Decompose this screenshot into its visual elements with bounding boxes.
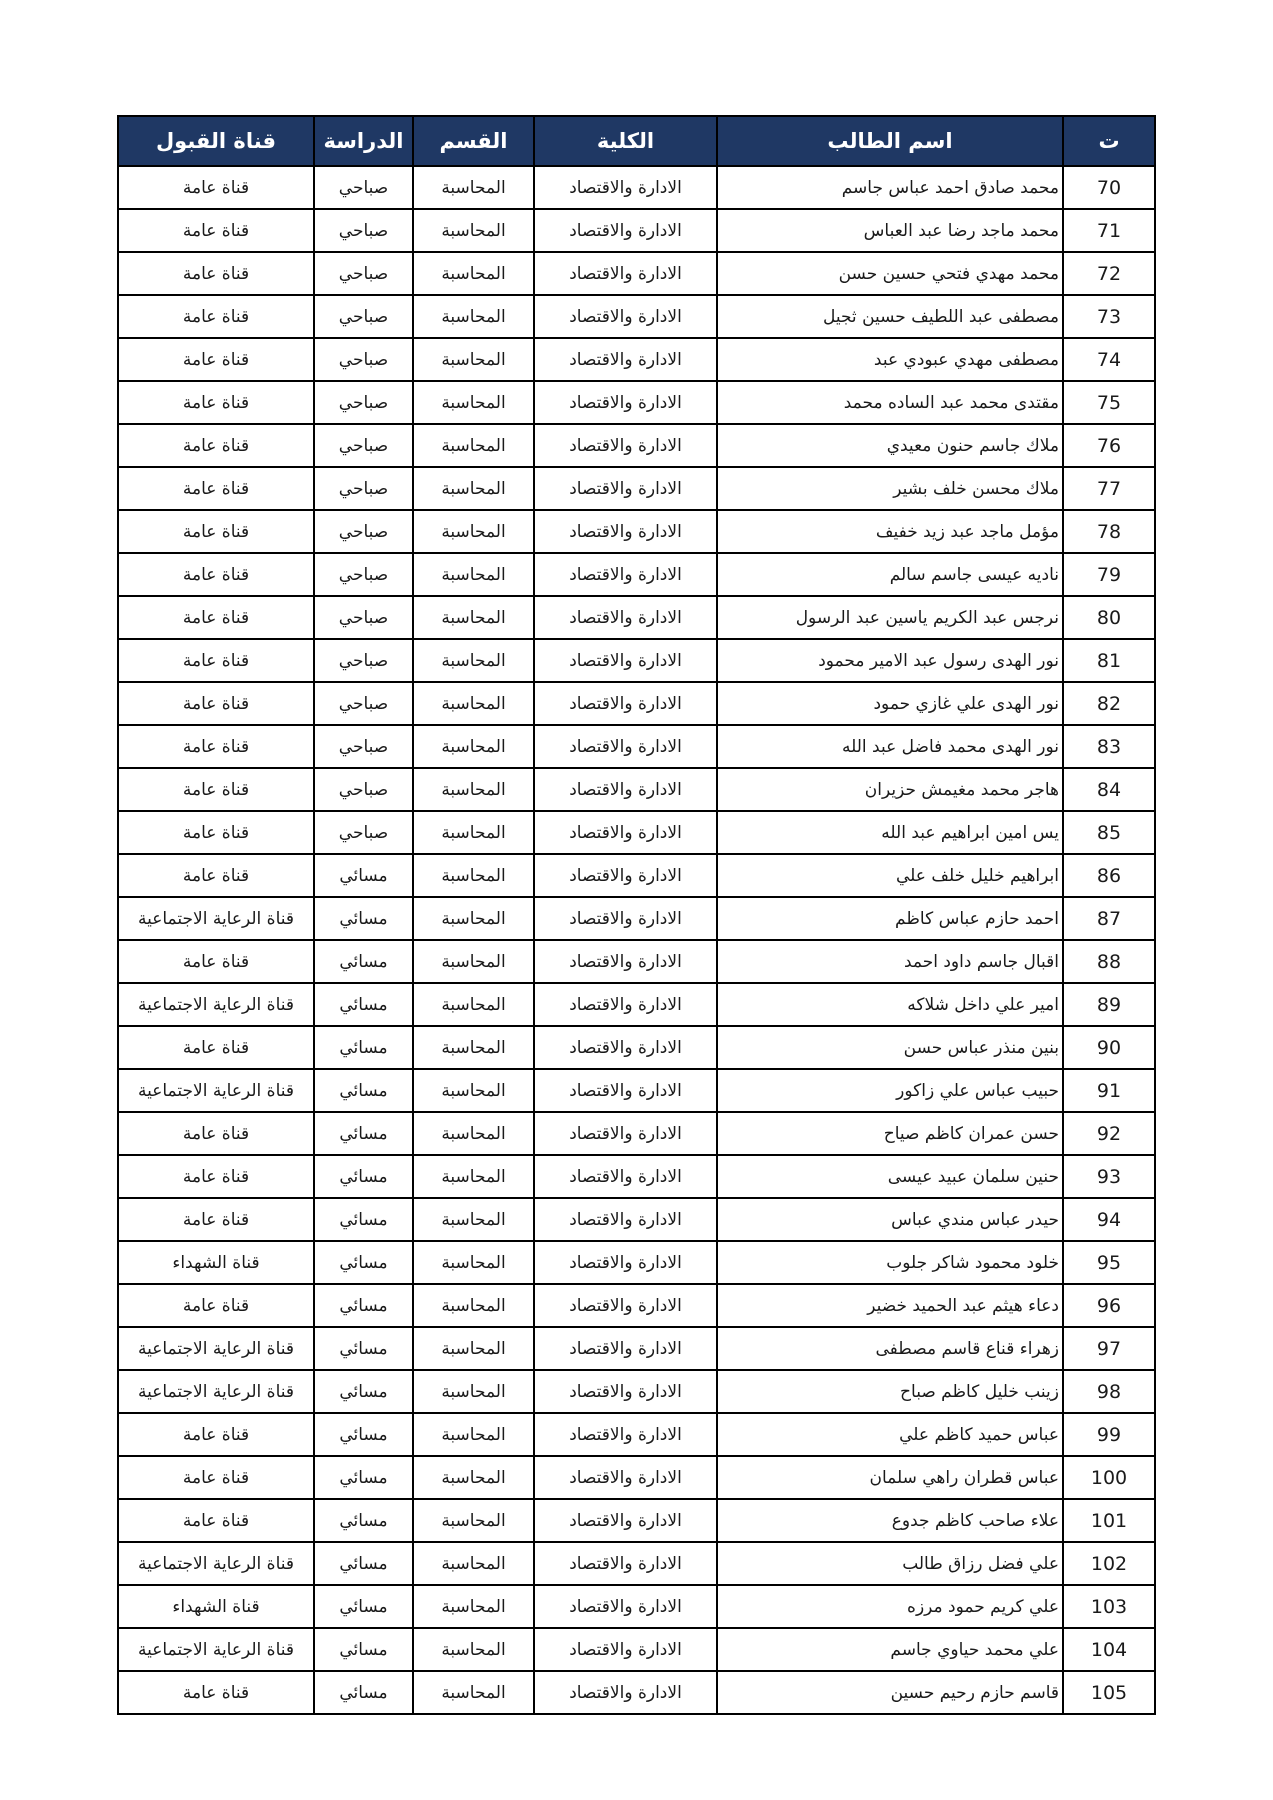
cell-channel: قناة عامة — [118, 1284, 314, 1327]
cell-college: الادارة والاقتصاد — [534, 1413, 717, 1456]
table-row — [118, 1628, 1155, 1671]
cell-no: 84 — [1063, 768, 1155, 811]
cell-channel: قناة عامة — [118, 811, 314, 854]
cell-study: صباحي — [314, 768, 413, 811]
cell-channel: قناة عامة — [118, 1026, 314, 1069]
table-row — [118, 1499, 1155, 1542]
cell-no: 82 — [1063, 682, 1155, 725]
cell-no: 81 — [1063, 639, 1155, 682]
table-row — [118, 1370, 1155, 1413]
cell-channel: قناة عامة — [118, 338, 314, 381]
table-row — [118, 897, 1155, 940]
cell-no: 76 — [1063, 424, 1155, 467]
table-row — [118, 1069, 1155, 1112]
cell-dept: المحاسبة — [413, 1198, 534, 1241]
cell-channel: قناة عامة — [118, 1155, 314, 1198]
cell-dept: المحاسبة — [413, 295, 534, 338]
cell-channel: قناة الرعاية الاجتماعية — [118, 1327, 314, 1370]
cell-no: 97 — [1063, 1327, 1155, 1370]
table-row — [118, 1198, 1155, 1241]
cell-study: صباحي — [314, 467, 413, 510]
cell-college: الادارة والاقتصاد — [534, 1069, 717, 1112]
cell-no: 83 — [1063, 725, 1155, 768]
table-row — [118, 1327, 1155, 1370]
cell-dept: المحاسبة — [413, 1542, 534, 1585]
cell-channel: قناة الرعاية الاجتماعية — [118, 1069, 314, 1112]
cell-college: الادارة والاقتصاد — [534, 639, 717, 682]
cell-college: الادارة والاقتصاد — [534, 768, 717, 811]
table-row — [118, 1671, 1155, 1714]
cell-no: 88 — [1063, 940, 1155, 983]
cell-dept: المحاسبة — [413, 768, 534, 811]
cell-dept: المحاسبة — [413, 596, 534, 639]
cell-name: دعاء هيثم عبد الحميد خضير — [717, 1284, 1063, 1327]
cell-study: مسائي — [314, 983, 413, 1026]
cell-name: عباس حميد كاظم علي — [717, 1413, 1063, 1456]
cell-name: حنين سلمان عبيد عيسى — [717, 1155, 1063, 1198]
cell-channel: قناة عامة — [118, 553, 314, 596]
table-row — [118, 1241, 1155, 1284]
cell-name: مقتدى محمد عبد الساده محمد — [717, 381, 1063, 424]
cell-channel: قناة عامة — [118, 1198, 314, 1241]
cell-dept: المحاسبة — [413, 1112, 534, 1155]
cell-channel: قناة عامة — [118, 1413, 314, 1456]
students-table-container — [117, 115, 1154, 1715]
cell-college: الادارة والاقتصاد — [534, 1327, 717, 1370]
table-row — [118, 1026, 1155, 1069]
cell-dept: المحاسبة — [413, 897, 534, 940]
students-table — [117, 115, 1156, 1715]
cell-study: مسائي — [314, 1585, 413, 1628]
cell-dept: المحاسبة — [413, 1585, 534, 1628]
cell-study: صباحي — [314, 682, 413, 725]
table-row — [118, 1456, 1155, 1499]
cell-college: الادارة والاقتصاد — [534, 553, 717, 596]
cell-study: صباحي — [314, 338, 413, 381]
cell-study: مسائي — [314, 1542, 413, 1585]
cell-study: صباحي — [314, 553, 413, 596]
cell-college: الادارة والاقتصاد — [534, 295, 717, 338]
cell-study: صباحي — [314, 596, 413, 639]
table-row — [118, 553, 1155, 596]
table-row — [118, 338, 1155, 381]
cell-name: مؤمل ماجد عبد زيد خفيف — [717, 510, 1063, 553]
cell-college: الادارة والاقتصاد — [534, 1284, 717, 1327]
table-row — [118, 166, 1155, 209]
cell-dept: المحاسبة — [413, 1370, 534, 1413]
cell-college: الادارة والاقتصاد — [534, 1542, 717, 1585]
cell-name: علي محمد حياوي جاسم — [717, 1628, 1063, 1671]
cell-study: مسائي — [314, 1413, 413, 1456]
cell-channel: قناة عامة — [118, 381, 314, 424]
cell-channel: قناة الرعاية الاجتماعية — [118, 983, 314, 1026]
cell-channel: قناة عامة — [118, 725, 314, 768]
cell-no: 89 — [1063, 983, 1155, 1026]
cell-channel: قناة الشهداء — [118, 1585, 314, 1628]
cell-dept: المحاسبة — [413, 1499, 534, 1542]
cell-no: 77 — [1063, 467, 1155, 510]
cell-channel: قناة عامة — [118, 596, 314, 639]
cell-college: الادارة والاقتصاد — [534, 1456, 717, 1499]
cell-dept: المحاسبة — [413, 725, 534, 768]
cell-college: الادارة والاقتصاد — [534, 1155, 717, 1198]
table-row — [118, 1413, 1155, 1456]
cell-study: صباحي — [314, 424, 413, 467]
cell-study: صباحي — [314, 811, 413, 854]
header-cell-college: الكلية — [534, 116, 717, 166]
cell-study: مسائي — [314, 1198, 413, 1241]
cell-name: محمد صادق احمد عباس جاسم — [717, 166, 1063, 209]
cell-dept: المحاسبة — [413, 1456, 534, 1499]
cell-name: علي كريم حمود مرزه — [717, 1585, 1063, 1628]
cell-no: 71 — [1063, 209, 1155, 252]
table-row — [118, 1284, 1155, 1327]
cell-dept: المحاسبة — [413, 1327, 534, 1370]
cell-name: نور الهدى علي غازي حمود — [717, 682, 1063, 725]
cell-study: صباحي — [314, 209, 413, 252]
cell-channel: قناة عامة — [118, 1112, 314, 1155]
cell-no: 101 — [1063, 1499, 1155, 1542]
table-row — [118, 768, 1155, 811]
cell-name: عباس قطران راهي سلمان — [717, 1456, 1063, 1499]
cell-dept: المحاسبة — [413, 1241, 534, 1284]
cell-channel: قناة عامة — [118, 1499, 314, 1542]
cell-name: خلود محمود شاكر جلوب — [717, 1241, 1063, 1284]
cell-college: الادارة والاقتصاد — [534, 811, 717, 854]
cell-no: 86 — [1063, 854, 1155, 897]
table-row — [118, 854, 1155, 897]
cell-no: 96 — [1063, 1284, 1155, 1327]
cell-dept: المحاسبة — [413, 553, 534, 596]
cell-college: الادارة والاقتصاد — [534, 510, 717, 553]
cell-channel: قناة عامة — [118, 510, 314, 553]
cell-dept: المحاسبة — [413, 811, 534, 854]
cell-dept: المحاسبة — [413, 252, 534, 295]
cell-dept: المحاسبة — [413, 682, 534, 725]
cell-name: ناديه عيسى جاسم سالم — [717, 553, 1063, 596]
cell-dept: المحاسبة — [413, 639, 534, 682]
cell-study: صباحي — [314, 166, 413, 209]
cell-dept: المحاسبة — [413, 467, 534, 510]
cell-dept: المحاسبة — [413, 1671, 534, 1714]
cell-channel: قناة عامة — [118, 682, 314, 725]
cell-name: يس امين ابراهيم عبد الله — [717, 811, 1063, 854]
cell-college: الادارة والاقتصاد — [534, 381, 717, 424]
cell-no: 91 — [1063, 1069, 1155, 1112]
cell-channel: قناة عامة — [118, 295, 314, 338]
cell-no: 103 — [1063, 1585, 1155, 1628]
cell-study: صباحي — [314, 639, 413, 682]
cell-channel: قناة عامة — [118, 424, 314, 467]
table-row — [118, 811, 1155, 854]
cell-no: 95 — [1063, 1241, 1155, 1284]
cell-college: الادارة والاقتصاد — [534, 1671, 717, 1714]
cell-name: اقبال جاسم داود احمد — [717, 940, 1063, 983]
cell-dept: المحاسبة — [413, 510, 534, 553]
table-row — [118, 252, 1155, 295]
cell-name: حسن عمران كاظم صياح — [717, 1112, 1063, 1155]
cell-study: مسائي — [314, 1241, 413, 1284]
header-cell-study: الدراسة — [314, 116, 413, 166]
cell-study: مسائي — [314, 1456, 413, 1499]
cell-name: ابراهيم خليل خلف علي — [717, 854, 1063, 897]
cell-no: 93 — [1063, 1155, 1155, 1198]
cell-channel: قناة الشهداء — [118, 1241, 314, 1284]
cell-channel: قناة عامة — [118, 209, 314, 252]
cell-no: 105 — [1063, 1671, 1155, 1714]
cell-college: الادارة والاقتصاد — [534, 1026, 717, 1069]
table-row — [118, 639, 1155, 682]
cell-dept: المحاسبة — [413, 381, 534, 424]
cell-channel: قناة الرعاية الاجتماعية — [118, 1370, 314, 1413]
cell-no: 75 — [1063, 381, 1155, 424]
cell-college: الادارة والاقتصاد — [534, 424, 717, 467]
cell-study: مسائي — [314, 1069, 413, 1112]
cell-college: الادارة والاقتصاد — [534, 252, 717, 295]
cell-name: مصطفى عبد اللطيف حسين ثجيل — [717, 295, 1063, 338]
cell-no: 87 — [1063, 897, 1155, 940]
cell-study: صباحي — [314, 381, 413, 424]
header-cell-channel: قناة القبول — [118, 116, 314, 166]
cell-no: 99 — [1063, 1413, 1155, 1456]
cell-no: 92 — [1063, 1112, 1155, 1155]
cell-college: الادارة والاقتصاد — [534, 1628, 717, 1671]
cell-dept: المحاسبة — [413, 854, 534, 897]
cell-study: صباحي — [314, 295, 413, 338]
cell-college: الادارة والاقتصاد — [534, 1241, 717, 1284]
cell-study: صباحي — [314, 252, 413, 295]
table-row — [118, 467, 1155, 510]
cell-no: 102 — [1063, 1542, 1155, 1585]
cell-study: مسائي — [314, 1026, 413, 1069]
cell-study: مسائي — [314, 897, 413, 940]
cell-no: 104 — [1063, 1628, 1155, 1671]
cell-study: مسائي — [314, 940, 413, 983]
cell-name: هاجر محمد مغيمش حزيران — [717, 768, 1063, 811]
cell-study: مسائي — [314, 1112, 413, 1155]
cell-name: علي فضل رزاق طالب — [717, 1542, 1063, 1585]
cell-no: 72 — [1063, 252, 1155, 295]
cell-no: 80 — [1063, 596, 1155, 639]
cell-no: 90 — [1063, 1026, 1155, 1069]
table-row — [118, 940, 1155, 983]
cell-name: بنين منذر عباس حسن — [717, 1026, 1063, 1069]
cell-channel: قناة عامة — [118, 768, 314, 811]
table-body — [118, 166, 1155, 1714]
cell-college: الادارة والاقتصاد — [534, 854, 717, 897]
cell-dept: المحاسبة — [413, 1413, 534, 1456]
cell-no: 74 — [1063, 338, 1155, 381]
cell-no: 78 — [1063, 510, 1155, 553]
cell-study: مسائي — [314, 1499, 413, 1542]
cell-study: مسائي — [314, 1628, 413, 1671]
cell-college: الادارة والاقتصاد — [534, 1370, 717, 1413]
cell-college: الادارة والاقتصاد — [534, 166, 717, 209]
header-row — [118, 116, 1155, 166]
cell-dept: المحاسبة — [413, 983, 534, 1026]
table-row — [118, 1112, 1155, 1155]
table-row — [118, 1155, 1155, 1198]
cell-name: زينب خليل كاظم صباح — [717, 1370, 1063, 1413]
cell-channel: قناة عامة — [118, 166, 314, 209]
cell-dept: المحاسبة — [413, 1026, 534, 1069]
cell-no: 94 — [1063, 1198, 1155, 1241]
cell-study: مسائي — [314, 854, 413, 897]
cell-study: مسائي — [314, 1671, 413, 1714]
table-row — [118, 1585, 1155, 1628]
cell-college: الادارة والاقتصاد — [534, 467, 717, 510]
cell-college: الادارة والاقتصاد — [534, 338, 717, 381]
cell-name: ملاك جاسم حنون معيدي — [717, 424, 1063, 467]
cell-name: محمد ماجد رضا عبد العباس — [717, 209, 1063, 252]
cell-channel: قناة الرعاية الاجتماعية — [118, 1542, 314, 1585]
cell-dept: المحاسبة — [413, 1155, 534, 1198]
cell-college: الادارة والاقتصاد — [534, 209, 717, 252]
cell-channel: قناة عامة — [118, 1456, 314, 1499]
cell-channel: قناة عامة — [118, 639, 314, 682]
cell-name: نور الهدى رسول عبد الامير محمود — [717, 639, 1063, 682]
cell-college: الادارة والاقتصاد — [534, 725, 717, 768]
cell-dept: المحاسبة — [413, 1628, 534, 1671]
cell-college: الادارة والاقتصاد — [534, 983, 717, 1026]
cell-study: مسائي — [314, 1155, 413, 1198]
cell-study: مسائي — [314, 1370, 413, 1413]
cell-name: مصطفى مهدي عبودي عبد — [717, 338, 1063, 381]
table-row — [118, 381, 1155, 424]
cell-college: الادارة والاقتصاد — [534, 1112, 717, 1155]
cell-no: 79 — [1063, 553, 1155, 596]
cell-name: قاسم حازم رحيم حسين — [717, 1671, 1063, 1714]
cell-channel: قناة عامة — [118, 854, 314, 897]
cell-channel: قناة عامة — [118, 252, 314, 295]
cell-name: علاء صاحب كاظم جدوع — [717, 1499, 1063, 1542]
cell-channel: قناة الرعاية الاجتماعية — [118, 897, 314, 940]
cell-no: 73 — [1063, 295, 1155, 338]
cell-name: احمد حازم عباس كاظم — [717, 897, 1063, 940]
cell-dept: المحاسبة — [413, 940, 534, 983]
cell-name: نور الهدى محمد فاضل عبد الله — [717, 725, 1063, 768]
cell-name: امير علي داخل شلاكه — [717, 983, 1063, 1026]
table-row — [118, 295, 1155, 338]
cell-college: الادارة والاقتصاد — [534, 1585, 717, 1628]
cell-study: مسائي — [314, 1284, 413, 1327]
cell-dept: المحاسبة — [413, 338, 534, 381]
cell-dept: المحاسبة — [413, 209, 534, 252]
cell-no: 98 — [1063, 1370, 1155, 1413]
cell-name: حيدر عباس مندي عباس — [717, 1198, 1063, 1241]
table-row — [118, 596, 1155, 639]
cell-name: ملاك محسن خلف بشير — [717, 467, 1063, 510]
cell-college: الادارة والاقتصاد — [534, 940, 717, 983]
header-cell-name: اسم الطالب — [717, 116, 1063, 166]
table-row — [118, 510, 1155, 553]
header-cell-dept: القسم — [413, 116, 534, 166]
cell-study: مسائي — [314, 1327, 413, 1370]
cell-college: الادارة والاقتصاد — [534, 1499, 717, 1542]
cell-dept: المحاسبة — [413, 424, 534, 467]
table-header — [118, 116, 1155, 166]
cell-channel: قناة عامة — [118, 1671, 314, 1714]
cell-college: الادارة والاقتصاد — [534, 682, 717, 725]
cell-channel: قناة الرعاية الاجتماعية — [118, 1628, 314, 1671]
cell-college: الادارة والاقتصاد — [534, 1198, 717, 1241]
table-row — [118, 682, 1155, 725]
cell-no: 85 — [1063, 811, 1155, 854]
cell-name: نرجس عبد الكريم ياسين عبد الرسول — [717, 596, 1063, 639]
cell-channel: قناة عامة — [118, 467, 314, 510]
cell-dept: المحاسبة — [413, 166, 534, 209]
table-row — [118, 983, 1155, 1026]
cell-study: صباحي — [314, 510, 413, 553]
cell-dept: المحاسبة — [413, 1069, 534, 1112]
table-row — [118, 1542, 1155, 1585]
cell-name: محمد مهدي فتحي حسين حسن — [717, 252, 1063, 295]
cell-no: 100 — [1063, 1456, 1155, 1499]
cell-college: الادارة والاقتصاد — [534, 897, 717, 940]
table-row — [118, 424, 1155, 467]
cell-name: زهراء قناع قاسم مصطفى — [717, 1327, 1063, 1370]
cell-channel: قناة عامة — [118, 940, 314, 983]
table-row — [118, 725, 1155, 768]
cell-no: 70 — [1063, 166, 1155, 209]
cell-college: الادارة والاقتصاد — [534, 596, 717, 639]
cell-study: صباحي — [314, 725, 413, 768]
cell-name: حبيب عباس علي زاكور — [717, 1069, 1063, 1112]
header-cell-no: ت — [1063, 116, 1155, 166]
cell-dept: المحاسبة — [413, 1284, 534, 1327]
table-row — [118, 209, 1155, 252]
